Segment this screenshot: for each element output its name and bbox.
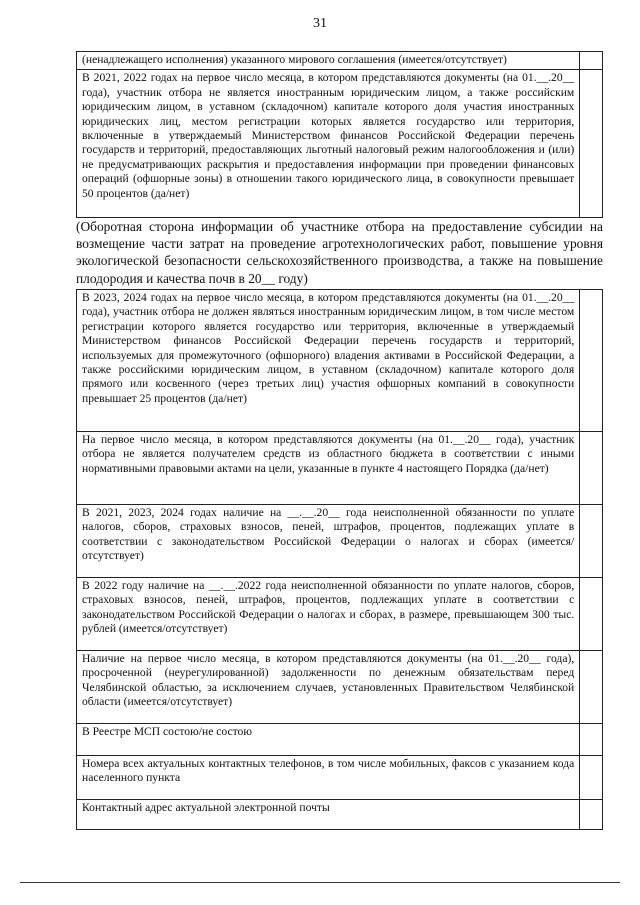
- table-row: [77, 800, 603, 830]
- info-table-top: [76, 51, 603, 218]
- answer-cell[interactable]: [580, 290, 603, 432]
- answer-cell[interactable]: [580, 432, 603, 505]
- answer-cell[interactable]: [580, 52, 603, 70]
- row-text: Номера всех актуальных контактных телефонов, в том числе мобильных, факсов с указанием кода населенного пункта: [77, 756, 580, 800]
- row-text: В 2023, 2024 годах на первое число месяца, в котором представляются документы (на 01.__.20__ года), участник отбора не должен являться иностранным юридическим лицом, в том числе местом регистрации которого является государство или территория, включенные в утверждаемый Министерством финансов Российской Федерации перечень государств и территорий, используемых для промежуточного (офшорного) владения активами в Российской Федерации, а также российскими юридическим лицом, в уставном (складочном) капитале которого доля прямого или косвенного (через третьих лиц) участия офшорных компаний в совокупности превышает 25 процентов (да/нет): [77, 290, 580, 432]
- row-text: (ненадлежащего исполнения) указанного мирового соглашения (имеется/отсутствует): [77, 52, 580, 70]
- row-text: На первое число месяца, в котором представляются документы (на 01.__.20__ года), участник отбора не является получателем средств из областного бюджета в соответствии с иными нормативными правовыми актами на цели, указанные в пункте 4 настоящего Порядка (да/нет): [77, 432, 580, 505]
- answer-cell[interactable]: [580, 651, 603, 724]
- table-row: [77, 578, 603, 651]
- answer-cell[interactable]: [580, 70, 603, 218]
- answer-cell[interactable]: [580, 724, 603, 756]
- answer-cell[interactable]: [580, 800, 603, 830]
- footer-divider: [20, 882, 620, 883]
- answer-cell[interactable]: [580, 578, 603, 651]
- answer-cell[interactable]: [580, 505, 603, 578]
- table-row: [77, 756, 603, 800]
- table-row: [77, 70, 603, 218]
- page-number: 31: [313, 16, 327, 31]
- table-row: [77, 432, 603, 505]
- answer-cell[interactable]: [580, 756, 603, 800]
- section-caption: (Оборотная сторона информации об участнике отбора на предоставление субсидии на возмещение части затрат на проведение агротехнологических работ, повышение уровня экологической безопасности сельскохозяйственного производства, а также на повышение плодородия и качества почв в 20__ году): [76, 219, 603, 286]
- row-text: В 2022 году наличие на __.__.2022 года неисполненной обязанности по уплате налогов, сборов, страховых взносов, пеней, штрафов, процентов, подлежащих уплате в соответствии с законодательством Российской Федерации о налогах и сборах, в размере, превышающем 300 тыс. рублей (имеется/отсутствует): [77, 578, 580, 651]
- table-row: [77, 724, 603, 756]
- table-row: [77, 505, 603, 578]
- row-text: Контактный адрес актуальной электронной почты: [77, 800, 580, 830]
- row-text: В Реестре МСП состою/не состою: [77, 724, 580, 756]
- row-text: Наличие на первое число месяца, в котором представляются документы (на 01.__.20__ года), просроченной (неурегулированной) задолженности по денежным обязательствам перед Челябинской областью, за исключением случаев, установленных Правительством Челябинской области (имеется/отсутствует): [77, 651, 580, 724]
- table-row: [77, 52, 603, 70]
- info-table-bottom: [76, 289, 603, 830]
- table-row: [77, 290, 603, 432]
- row-text: В 2021, 2023, 2024 годах наличие на __.__.20__ года неисполненной обязанности по уплате налогов, сборов, страховых взносов, пеней, штрафов, процентов, подлежащих уплате в соответствии с законодательством Российской Федерации о налогах и сборах (имеется/отсутствует): [77, 505, 580, 578]
- table-row: [77, 651, 603, 724]
- row-text: В 2021, 2022 годах на первое число месяца, в котором представляются документы (на 01.__.20__ года), участник отбора не является иностранным юридическим лицом, а также российским юридическим лицом, в уставном (складочном) капитале которого доля участия иностранных юридических лиц, местом регистрации которых является государство или территория, включенные в утверждаемый Министерством финансов Российской Федерации перечень государств и территорий, предоставляющих льготный налоговый режим налогообложения и (или) не предусматривающих раскрытия и предоставления информации при проведении финансовых операций (офшорные зоны) в отношении такого юридического лица, в совокупности превышает 50 процентов (да/нет): [77, 70, 580, 218]
